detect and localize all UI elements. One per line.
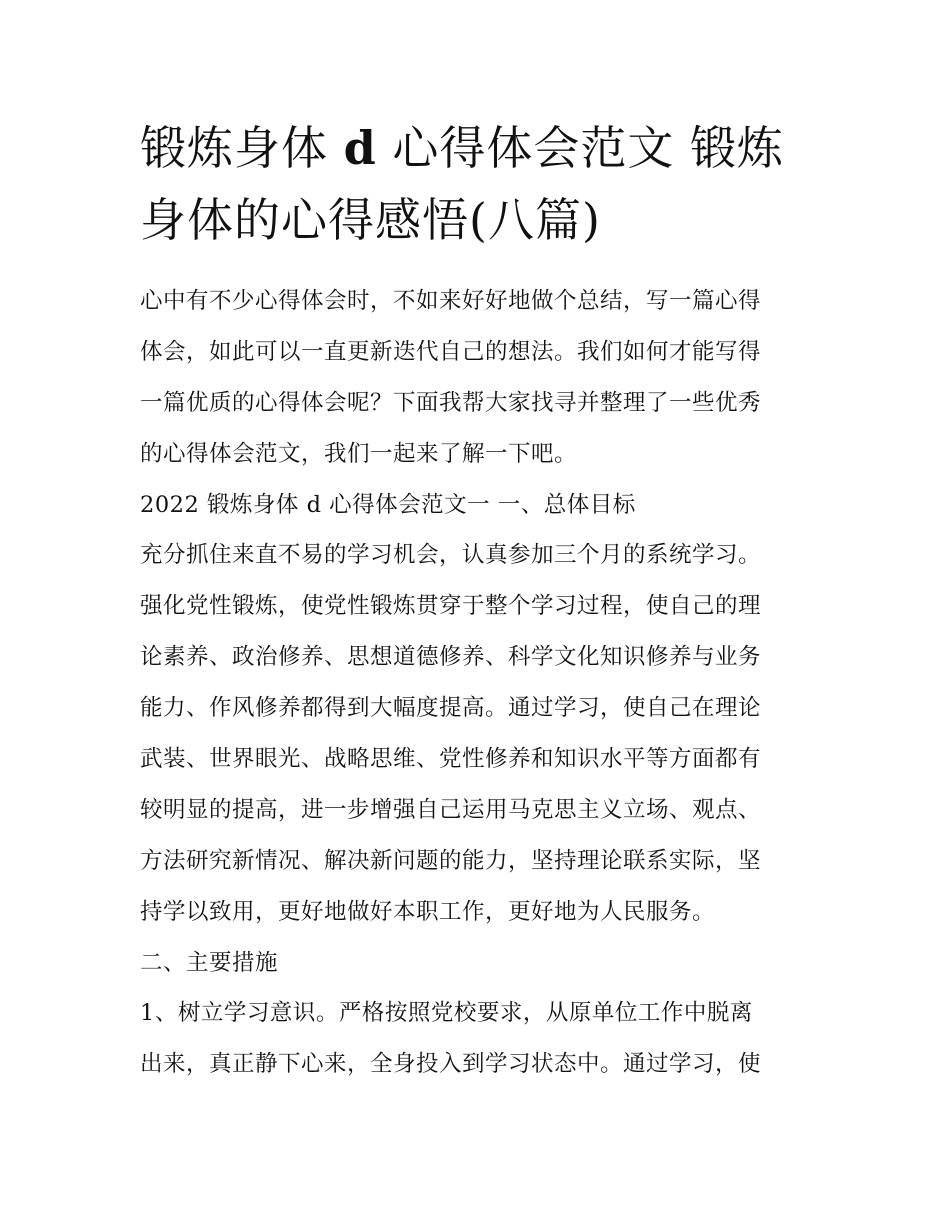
goal-line: 武装、世界眼光、战略思维、党性修养和知识水平等方面都有 <box>140 746 762 772</box>
intro-line: 体会，如此可以一直更新迭代自己的想法。我们如何才能写得 <box>140 339 762 365</box>
intro-line: 心中有不少心得体会时，不如来好好地做个总结，写一篇心得 <box>140 288 762 314</box>
title-line: 锻炼身体 d 心得体会范文 锻炼 <box>140 121 785 175</box>
goal-line: 充分抓住来直不易的学习机会，认真参加三个月的系统学习。 <box>140 542 762 568</box>
goal-line: 能力、作风修养都得到大幅度提高。通过学习，使自己在理论 <box>140 695 762 721</box>
goal-line: 强化党性锻炼，使党性锻炼贯穿于整个学习过程，使自己的理 <box>140 593 762 619</box>
title-line: 身体的心得感悟(八篇) <box>140 193 601 247</box>
title-latin-letter: d <box>343 121 377 175</box>
measure-line: 1、树立学习意识。严格按照党校要求，从原单位工作中脱离 <box>140 1000 753 1026</box>
goal-paragraph <box>140 530 812 938</box>
section-heading: 2022 锻炼身体 d 心得体会范文一 一、总体目标 <box>140 492 636 518</box>
measures-heading: 二、主要措施 <box>140 950 279 976</box>
goal-line: 较明显的提高，进一步增强自己运用马克思主义立场、观点、 <box>140 797 762 823</box>
measure-line: 出来，真正静下心来，全身投入到学习状态中。通过学习，使 <box>140 1051 762 1077</box>
intro-paragraph <box>140 276 812 480</box>
intro-line: 的心得体会范文，我们一起来了解一下吧。 <box>140 441 578 467</box>
document-title <box>140 112 812 256</box>
goal-line: 论素养、政治修养、思想道德修养、科学文化知识修养与业务 <box>140 644 762 670</box>
goal-line: 方法研究新情况、解决新问题的能力，坚持理论联系实际，坚 <box>140 848 762 874</box>
intro-line: 一篇优质的心得体会呢？下面我帮大家找寻并整理了一些优秀 <box>140 390 762 416</box>
measures-paragraph <box>140 988 812 1090</box>
goal-line: 持学以致用，更好地做好本职工作，更好地为人民服务。 <box>140 899 716 925</box>
